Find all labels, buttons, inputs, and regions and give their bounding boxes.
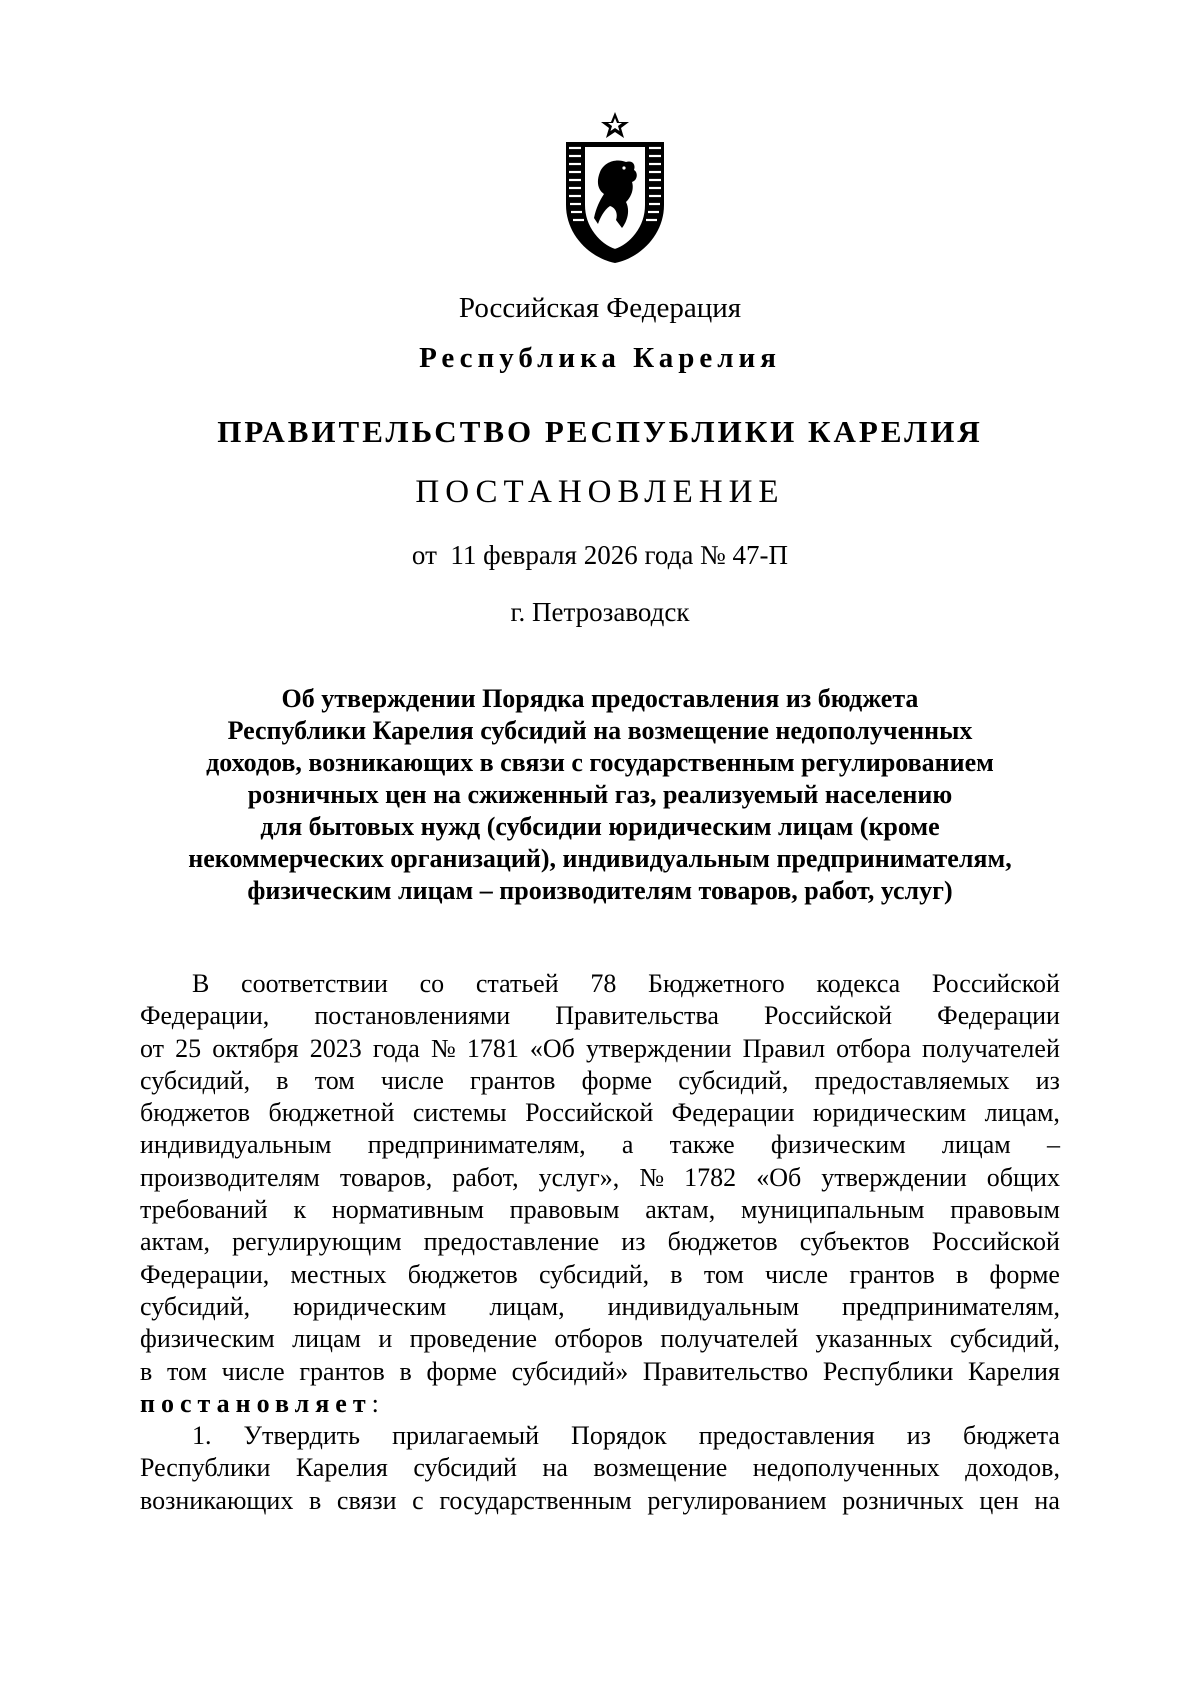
body-word: системы — [412, 1098, 507, 1128]
body-word: нормативным — [331, 1195, 484, 1225]
body-word: отбора — [836, 1033, 911, 1063]
body-word: из — [621, 1227, 646, 1257]
body-word: бюджета — [962, 1421, 1060, 1451]
body-word: октября — [212, 1033, 299, 1063]
body-word: правовым — [950, 1195, 1060, 1225]
body-word: грантов — [470, 1065, 556, 1095]
body-word: в — [955, 1259, 969, 1289]
body-word: требований — [140, 1195, 268, 1225]
document-title — [140, 683, 1060, 907]
body-word: предоставления — [698, 1421, 875, 1451]
body-word: индивидуальным — [607, 1291, 800, 1321]
body-word: лицам — [941, 1130, 1011, 1160]
body-word: бюджетной — [268, 1098, 395, 1128]
body-word: Российской — [931, 969, 1060, 998]
body-word: Карелия — [295, 1453, 388, 1483]
body-word: Правительства — [555, 1001, 719, 1031]
body-word: Федерации — [937, 1001, 1060, 1031]
body-word: Карелия — [967, 1356, 1060, 1386]
body-word: бюджетов — [667, 1227, 778, 1257]
body-word: общих — [986, 1162, 1060, 1192]
body-word: № — [430, 1033, 456, 1063]
body-word: Российской — [931, 1227, 1060, 1257]
body-word: Республики — [822, 1356, 954, 1386]
body-word: 2023 — [309, 1033, 362, 1063]
body-word: предпринимателям, — [367, 1130, 586, 1160]
document-type: ПОСТАНОВЛЕНИЕ — [415, 474, 785, 510]
body-line — [140, 1097, 1060, 1129]
body-word: доходов, — [965, 1453, 1060, 1483]
body-word: возмещение — [593, 1453, 728, 1483]
body-line — [140, 1356, 1060, 1388]
body-word: «Об — [756, 1162, 802, 1192]
body-line — [140, 1033, 1060, 1065]
body-word: регулированием — [647, 1485, 827, 1515]
body-word: 78 — [590, 969, 617, 998]
body-line — [140, 1226, 1060, 1258]
document-body — [140, 968, 1060, 1517]
body-word: Федерации — [671, 1098, 795, 1128]
body-word: в — [670, 1259, 683, 1289]
body-word: регулирующим — [232, 1227, 402, 1257]
title-line: доходов, возникающих в связи с государственным регулированием — [206, 748, 994, 777]
resolves-colon: : — [371, 1388, 379, 1418]
body-word: Бюджетного — [648, 969, 785, 998]
body-line — [140, 1291, 1060, 1323]
body-word: 25 — [175, 1033, 202, 1063]
body-word: и — [378, 1324, 393, 1354]
body-word: также — [669, 1130, 735, 1160]
body-word: форме — [581, 1065, 653, 1095]
body-line — [140, 1452, 1060, 1484]
body-word: форме — [989, 1259, 1060, 1289]
body-word: работ, — [452, 1162, 519, 1192]
body-word: услуг», — [538, 1162, 620, 1192]
body-word: 1782 — [684, 1162, 737, 1192]
body-word: из — [906, 1421, 931, 1451]
title-line: Об утверждении Порядка предоставления из бюджета — [281, 684, 919, 713]
body-word: в — [276, 1065, 289, 1095]
body-line — [140, 1420, 1060, 1452]
body-line — [140, 1259, 1060, 1291]
body-word: физическим — [140, 1324, 275, 1354]
title-line: некоммерческих организаций), индивидуальным предпринимателям, — [188, 844, 1012, 873]
title-line: для бытовых нужд (субсидии юридическим лицам (кроме — [260, 812, 940, 841]
body-word: получателей — [660, 1324, 799, 1354]
body-word: прилагаемый — [392, 1421, 539, 1451]
body-word: числе — [380, 1065, 444, 1095]
body-word: грантов — [849, 1259, 935, 1289]
body-word: а — [621, 1130, 634, 1160]
body-word: указанных — [815, 1324, 933, 1354]
body-word: субсидий, — [538, 1259, 650, 1289]
body-word: из — [1035, 1065, 1060, 1095]
body-word: получателей — [922, 1033, 1060, 1063]
body-word: физическим — [770, 1130, 906, 1160]
resolves-word: постановляет — [140, 1388, 372, 1418]
body-word: постановлениями — [314, 1001, 511, 1031]
body-word: связи — [336, 1485, 397, 1515]
body-word: числе — [765, 1259, 829, 1289]
body-line — [140, 1194, 1060, 1226]
body-word: бюджетов — [140, 1098, 251, 1128]
body-word: года — [372, 1033, 420, 1063]
body-word: статьей — [475, 969, 559, 998]
body-word: цен — [979, 1485, 1019, 1515]
body-word: проведение — [409, 1324, 538, 1354]
body-word: со — [419, 969, 445, 998]
body-word: том — [314, 1065, 355, 1095]
title-line: Республики Карелия субсидий на возмещение недополученных — [227, 716, 973, 745]
body-word: числе — [221, 1356, 285, 1386]
body-word: от — [140, 1033, 165, 1063]
body-line — [140, 1000, 1060, 1032]
body-word: субсидий» — [511, 1356, 629, 1386]
body-word: Утвердить — [243, 1421, 361, 1451]
body-word: недополученных — [752, 1453, 940, 1483]
body-word: Российской — [525, 1098, 654, 1128]
body-word: грантов — [299, 1356, 385, 1386]
body-word: соответствии — [241, 969, 388, 998]
body-word: Федерации, — [140, 1259, 270, 1289]
title-line: розничных цен на сжиженный газ, реализуемый населению — [247, 780, 953, 809]
body-word: – — [1046, 1130, 1060, 1160]
body-word: актам, — [140, 1227, 211, 1257]
body-line — [140, 1065, 1060, 1097]
body-word: Республики — [140, 1453, 271, 1483]
body-word: кодекса — [816, 969, 901, 998]
government-name: ПРАВИТЕЛЬСТВО РЕСПУБЛИКИ КАРЕЛИЯ — [217, 414, 983, 449]
body-word: субъектов — [799, 1227, 910, 1257]
body-word: лицам — [292, 1324, 361, 1354]
body-word: с — [412, 1485, 424, 1515]
body-word: 1781 — [466, 1033, 519, 1063]
body-word: утверждении — [821, 1162, 967, 1192]
body-word: Правил — [742, 1033, 826, 1063]
body-word: лицам, — [489, 1291, 565, 1321]
body-line — [140, 1162, 1060, 1194]
body-word: Правительство — [642, 1356, 809, 1386]
body-word: бюджетов — [407, 1259, 518, 1289]
body-word: субсидий, — [949, 1324, 1060, 1354]
body-word: Российской — [763, 1001, 893, 1031]
body-word: на — [1034, 1485, 1060, 1515]
resolves-line — [140, 1388, 1060, 1420]
body-word: № — [639, 1162, 665, 1192]
body-word: розничных — [842, 1485, 964, 1515]
body-word: возникающих — [140, 1485, 294, 1515]
body-line — [140, 968, 1060, 1000]
document-city: г. Петрозаводск — [510, 597, 690, 627]
republic-name: Республика Карелия — [419, 342, 781, 374]
body-word: юридическим — [293, 1291, 447, 1321]
karelia-coat-of-arms-icon — [560, 110, 670, 265]
body-line — [140, 1129, 1060, 1161]
body-word: муниципальным — [740, 1195, 925, 1225]
body-word: субсидий — [413, 1453, 517, 1483]
body-word: правовым — [509, 1195, 620, 1225]
body-word: утверждении — [586, 1033, 732, 1063]
body-word: к — [293, 1195, 307, 1225]
body-word: местных — [290, 1259, 387, 1289]
body-word: субсидий, — [140, 1065, 251, 1095]
country-name: Российская Федерация — [458, 292, 742, 324]
body-word: субсидий, — [678, 1065, 789, 1095]
body-word: субсидий, — [140, 1291, 251, 1321]
document-date-number: от 11 февраля 2026 года № 47-П — [411, 540, 789, 570]
body-word: в — [399, 1356, 412, 1386]
body-word: актам, — [645, 1195, 716, 1225]
body-word: В — [192, 969, 210, 998]
body-word: товаров, — [339, 1162, 433, 1192]
body-line — [140, 1323, 1060, 1355]
body-word: предоставляемых — [814, 1065, 1010, 1095]
body-word: юридическим — [812, 1098, 967, 1128]
body-word: на — [542, 1453, 568, 1483]
body-word: предпринимателям, — [842, 1291, 1060, 1321]
title-line: физическим лицам – производителям товаров, работ, услуг) — [247, 876, 953, 905]
body-word: производителям — [140, 1162, 320, 1192]
body-word: Порядок — [571, 1421, 667, 1451]
body-word: Федерации, — [140, 1001, 270, 1031]
body-word: в — [308, 1485, 322, 1515]
body-word: 1. — [192, 1421, 212, 1451]
body-word: том — [166, 1356, 207, 1386]
body-word: предоставление — [423, 1227, 600, 1257]
body-word: отборов — [554, 1324, 643, 1354]
body-word: индивидуальным — [140, 1130, 332, 1160]
body-word: «Об — [529, 1033, 575, 1063]
body-word: том — [703, 1259, 744, 1289]
body-word: форме — [426, 1356, 497, 1386]
body-word: государственным — [439, 1485, 632, 1515]
body-word: лицам, — [984, 1098, 1060, 1128]
body-line — [140, 1485, 1060, 1517]
body-word: в — [140, 1356, 153, 1386]
